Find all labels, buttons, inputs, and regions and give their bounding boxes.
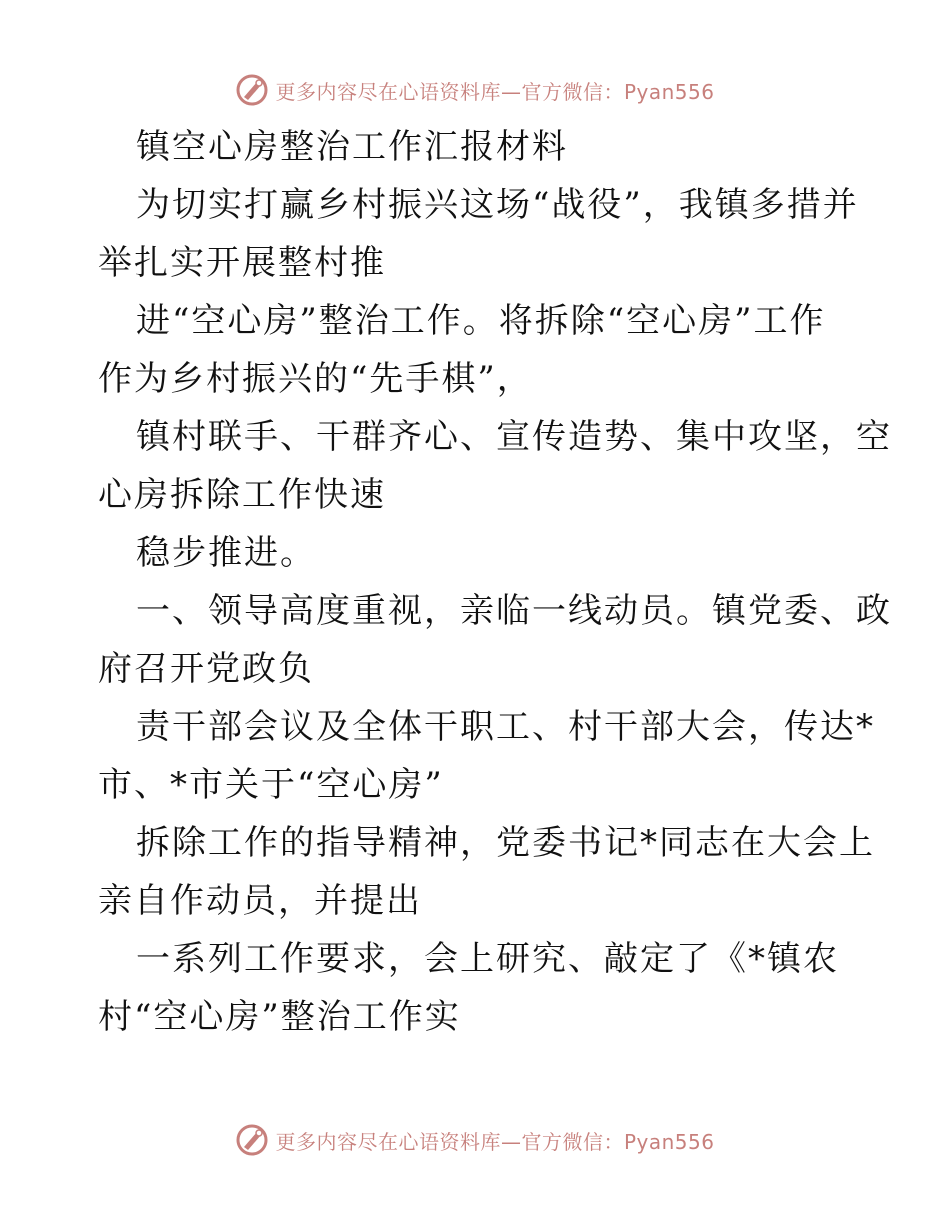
document-body bbox=[98, 118, 892, 1046]
text-line: 市、*市关于“空心房” bbox=[98, 765, 444, 805]
text-line: 举扎实开展整村推 bbox=[98, 243, 386, 283]
text-line: 进“空心房”整治工作。将拆除“空心房”工作 bbox=[136, 301, 826, 341]
text-line: 一系列工作要求，会上研究、敲定了《*镇农 bbox=[136, 939, 839, 979]
document-title: 镇空心房整治工作汇报材料 bbox=[136, 127, 568, 167]
text-line: 镇村联手、干群齐心、宣传造势、集中攻坚，空 bbox=[136, 417, 892, 457]
header-watermark-banner bbox=[0, 70, 950, 110]
text-line: 责干部会议及全体干职工、村干部大会，传达* bbox=[136, 707, 875, 747]
text-line: 一、领导高度重视，亲临一线动员。镇党委、政 bbox=[136, 591, 892, 631]
text-line: 稳步推进。 bbox=[136, 533, 316, 573]
text-line: 亲自作动员，并提出 bbox=[98, 881, 422, 921]
text-line: 村“空心房”整治工作实 bbox=[98, 997, 461, 1037]
text-line: 作为乡村振兴的“先手棋”， bbox=[98, 359, 533, 399]
text-line: 拆除工作的指导精神，党委书记*同志在大会上 bbox=[136, 823, 875, 863]
text-line: 府召开党政负 bbox=[98, 649, 314, 689]
text-line: 为切实打赢乡村振兴这场“战役”，我镇多措并 bbox=[136, 185, 859, 225]
footer-watermark-text: 更多内容尽在心语资料库—官方微信：Pyan556 bbox=[275, 1129, 715, 1154]
header-watermark-text: 更多内容尽在心语资料库—官方微信：Pyan556 bbox=[275, 79, 715, 104]
footer-watermark-banner bbox=[0, 1120, 950, 1160]
text-line: 心房拆除工作快速 bbox=[98, 475, 386, 515]
pen-seal-logo-icon bbox=[235, 73, 269, 107]
pen-seal-logo-icon bbox=[235, 1123, 269, 1157]
